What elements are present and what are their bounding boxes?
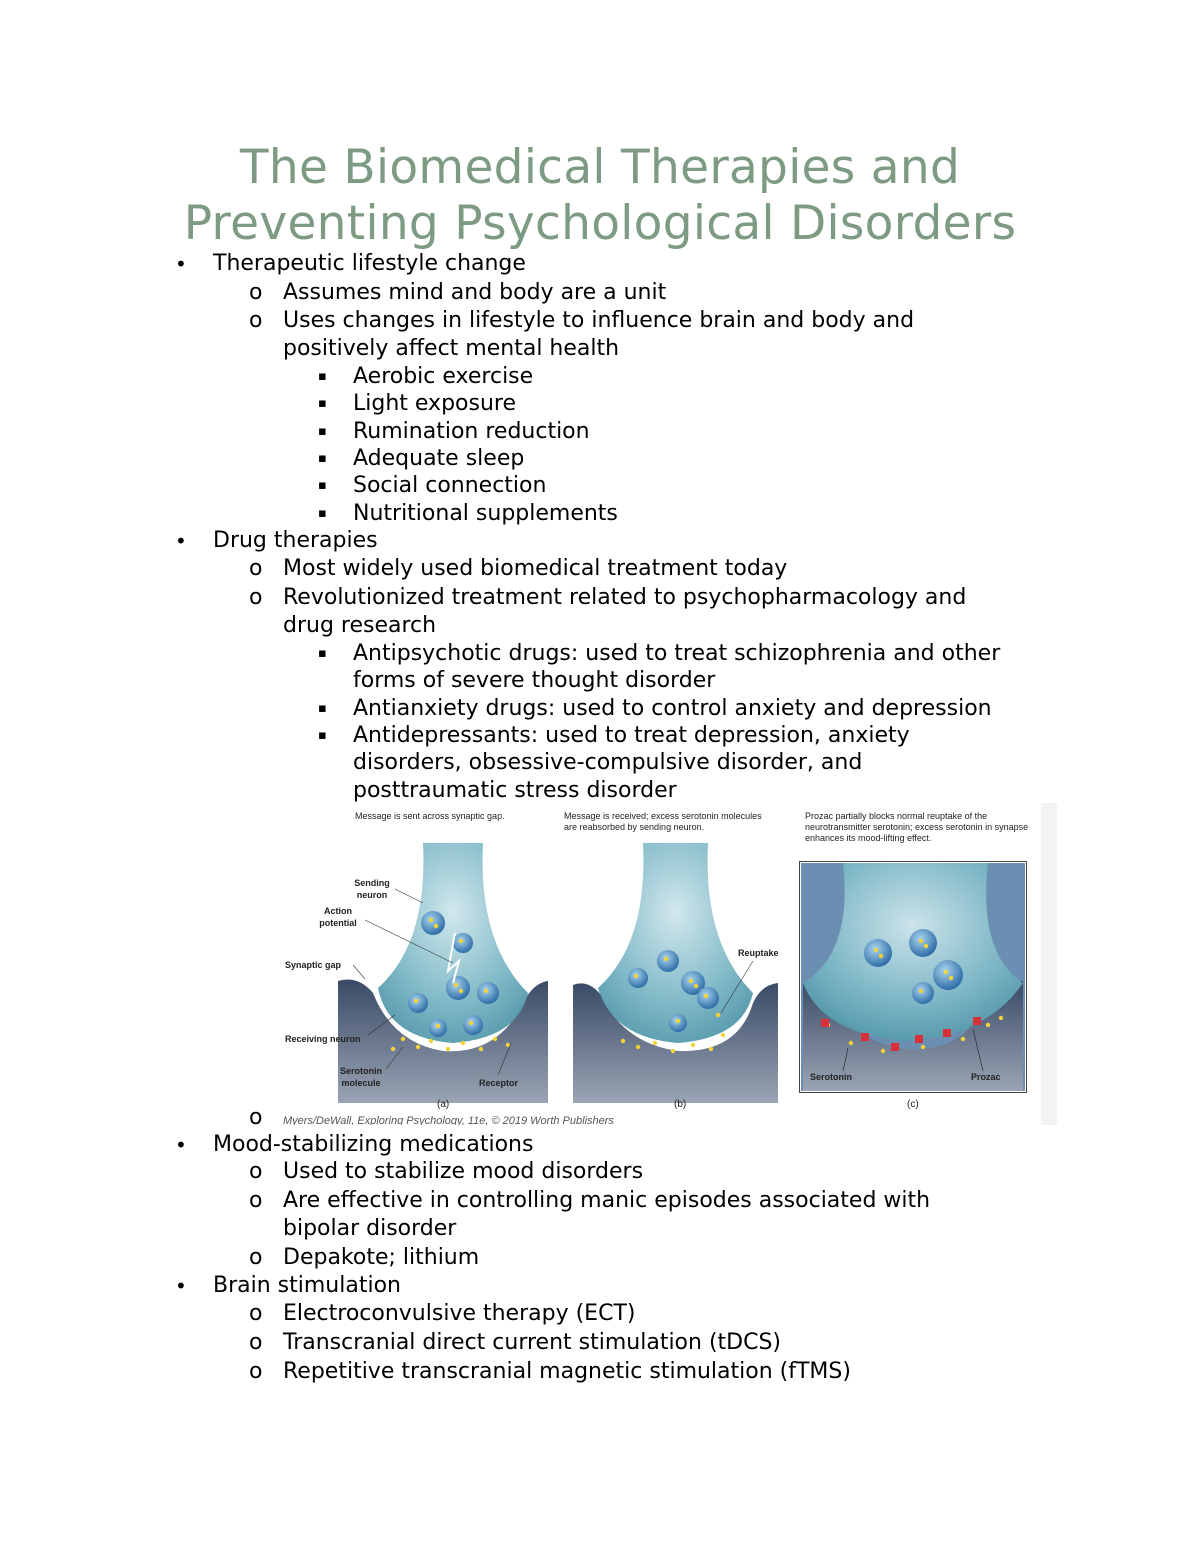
panel-letter-a: (a) bbox=[437, 1099, 450, 1110]
document-title bbox=[0, 140, 1200, 252]
sub-marker: o bbox=[249, 308, 263, 333]
serotonin-reuptake-figure bbox=[283, 803, 1057, 1125]
figure-edge bbox=[1041, 803, 1057, 1125]
heading-lifestyle: Therapeutic lifestyle change bbox=[213, 251, 526, 276]
drugs-point: Revolutionized treatment related to psychopharmacology and bbox=[283, 585, 967, 610]
bullet-marker: • bbox=[175, 1274, 187, 1298]
square-marker: ▪ bbox=[318, 424, 327, 439]
title-line-1: The Biomedical Therapies and bbox=[239, 140, 961, 195]
sub-marker: o bbox=[249, 1159, 263, 1184]
drugs-item-cont: forms of severe thought disorder bbox=[353, 668, 716, 693]
sub-marker: o bbox=[249, 556, 263, 581]
heading-brain: Brain stimulation bbox=[213, 1273, 401, 1298]
mood-point: Depakote; lithium bbox=[283, 1245, 480, 1270]
mood-point-cont: bipolar disorder bbox=[283, 1216, 457, 1241]
panel-letter-c: (c) bbox=[907, 1099, 919, 1110]
square-marker: ▪ bbox=[318, 396, 327, 411]
sub-marker: o bbox=[249, 1105, 263, 1130]
square-marker: ▪ bbox=[318, 369, 327, 384]
lifestyle-item: Nutritional supplements bbox=[353, 501, 618, 526]
square-marker: ▪ bbox=[318, 728, 327, 743]
mood-point: Are effective in controlling manic episodes associated with bbox=[283, 1188, 931, 1213]
sub-marker: o bbox=[249, 585, 263, 610]
drugs-item: Antianxiety drugs: used to control anxiety and depression bbox=[353, 696, 992, 721]
square-marker: ▪ bbox=[318, 506, 327, 521]
sub-marker: o bbox=[249, 280, 263, 305]
caption-c: Prozac partially blocks normal reuptake of the neurotransmitter serotonin; excess serotonin in synapse enhances its mood-lifting effect. bbox=[805, 811, 1029, 843]
panel-c-frame bbox=[799, 861, 1027, 1093]
label-serotonin: Serotonin bbox=[810, 1072, 852, 1082]
brain-point: Electroconvulsive therapy (ECT) bbox=[283, 1301, 636, 1326]
drugs-item-cont: disorders, obsessive-compulsive disorder, and bbox=[353, 750, 863, 775]
caption-b: Message is received; excess serotonin molecules are reabsorbed by sending neuron. bbox=[564, 811, 762, 832]
label-serotonin-molecule: Serotonin molecule bbox=[340, 1066, 382, 1088]
lifestyle-item: Rumination reduction bbox=[353, 419, 590, 444]
label-sending-neuron: Sending neuron bbox=[354, 878, 390, 900]
panel-b-diagram bbox=[573, 843, 778, 1103]
drugs-item: Antidepressants: used to treat depression, anxiety bbox=[353, 723, 910, 748]
label-prozac: Prozac bbox=[971, 1072, 1001, 1082]
drugs-point-cont: drug research bbox=[283, 613, 437, 638]
drugs-item: Antipsychotic drugs: used to treat schizophrenia and other bbox=[353, 641, 1001, 666]
sub-marker: o bbox=[249, 1359, 263, 1384]
heading-drugs: Drug therapies bbox=[213, 528, 378, 553]
lifestyle-point: Uses changes in lifestyle to influence brain and body and bbox=[283, 308, 915, 333]
bullet-marker: • bbox=[175, 529, 187, 553]
sub-marker: o bbox=[249, 1301, 263, 1326]
lifestyle-item: Adequate sleep bbox=[353, 446, 525, 471]
label-synaptic-gap: Synaptic gap bbox=[285, 960, 342, 970]
brain-point: Transcranial direct current stimulation (tDCS) bbox=[283, 1330, 782, 1355]
lifestyle-item: Light exposure bbox=[353, 391, 516, 416]
label-receiving-neuron: Receiving neuron bbox=[285, 1034, 361, 1044]
square-marker: ▪ bbox=[318, 701, 327, 716]
lifestyle-point: Assumes mind and body are a unit bbox=[283, 280, 667, 305]
square-marker: ▪ bbox=[318, 451, 327, 466]
brain-point: Repetitive transcranial magnetic stimulation (fTMS) bbox=[283, 1359, 851, 1384]
title-line-2: Preventing Psychological Disorders bbox=[183, 196, 1017, 251]
drugs-point: Most widely used biomedical treatment today bbox=[283, 556, 788, 581]
square-marker: ▪ bbox=[318, 478, 327, 493]
panel-letter-b: (b) bbox=[674, 1099, 687, 1110]
heading-mood: Mood-stabilizing medications bbox=[213, 1132, 534, 1157]
sub-marker: o bbox=[249, 1330, 263, 1355]
figure-credit: Myers/DeWall, Exploring Psychology, 11e, © 2019 Worth Publishers bbox=[283, 1115, 614, 1125]
caption-a: Message is sent across synaptic gap. bbox=[355, 811, 505, 821]
bullet-marker: • bbox=[175, 1133, 187, 1157]
label-reuptake: Reuptake bbox=[738, 948, 779, 958]
label-receptor: Receptor bbox=[479, 1078, 519, 1088]
lifestyle-item: Aerobic exercise bbox=[353, 364, 534, 389]
drugs-item-cont: posttraumatic stress disorder bbox=[353, 778, 677, 803]
sub-marker: o bbox=[249, 1188, 263, 1213]
mood-point: Used to stabilize mood disorders bbox=[283, 1159, 644, 1184]
sub-marker: o bbox=[249, 1245, 263, 1270]
bullet-marker: • bbox=[175, 252, 187, 276]
lifestyle-item: Social connection bbox=[353, 473, 547, 498]
square-marker: ▪ bbox=[318, 646, 327, 661]
label-action-potential: Action potential bbox=[319, 906, 357, 928]
lifestyle-point-cont: positively affect mental health bbox=[283, 336, 620, 361]
